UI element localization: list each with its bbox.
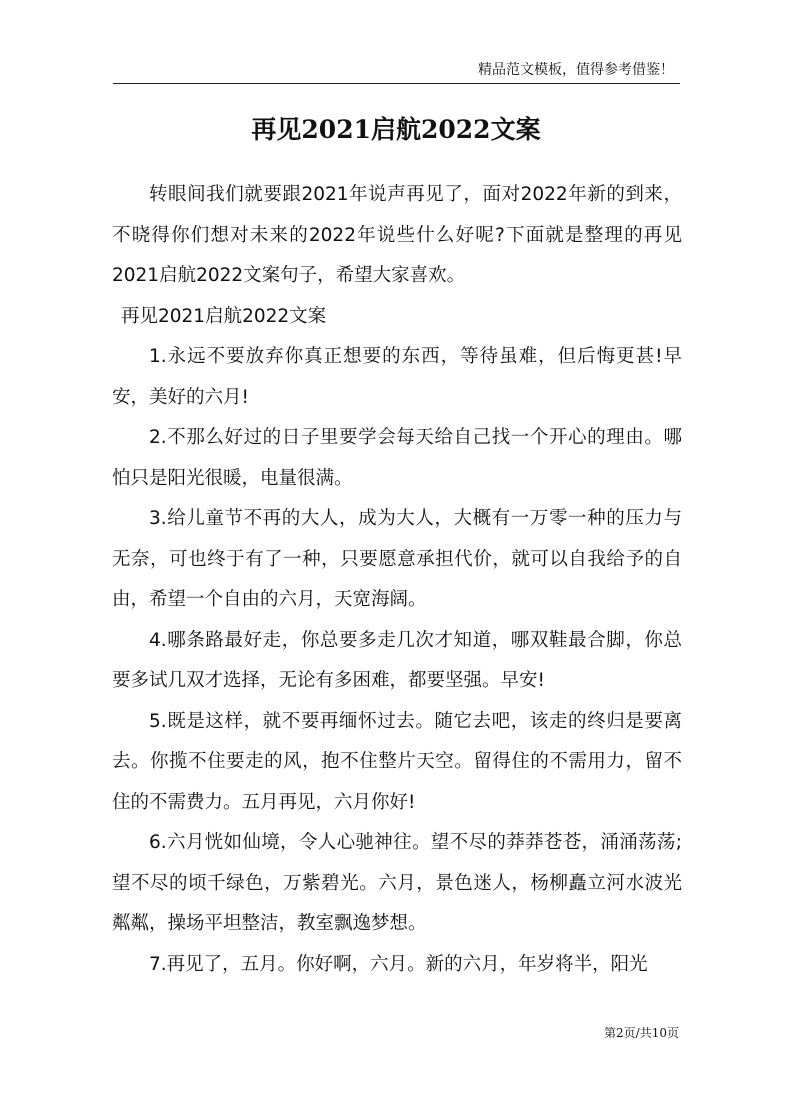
- list-item: 2.不那么好过的日子里要学会每天给自己找一个开心的理由。哪怕只是阳光很暖，电量很满。: [112, 427, 682, 489]
- section-subheading: 再见2021启航2022文案: [121, 305, 327, 327]
- list-item: 5.既是这样，就不要再缅怀过去。随它去吧，该走的终归是要离去。你揽不住要走的风，抱不住整片天空。留得住的不需用力，留不住的不需费力。五月再见，六月你好!: [112, 710, 682, 813]
- list-item: 6.六月恍如仙境，令人心驰神往。望不尽的莽莽苍苍，涌涌荡荡;望不尽的顷千绿色，万紫碧光。六月，景色迷人，杨柳矗立河水波光粼粼，操场平坦整洁，教室飘逸梦想。: [112, 832, 682, 934]
- list-item: 7.再见了，五月。你好啊，六月。新的六月，年岁将半，阳光: [149, 953, 648, 975]
- list-item: 4.哪条路最好走，你总要多走几次才知道，哪双鞋最合脚，你总要多试几双才选择，无论有多困难，都要坚强。早安!: [112, 629, 682, 691]
- intro-paragraph: 转眼间我们就要跟2021年说声再见了，面对2022年新的到来，不晓得你们想对未来的2022年说些什么好呢?下面就是整理的再见2021启航2022文案句子，希望大家喜欢。: [112, 184, 682, 286]
- document-body: [112, 175, 682, 985]
- list-item: 1.永远不要放弃你真正想要的东西，等待虽难，但后悔更甚!早安，美好的六月!: [112, 346, 682, 408]
- page-number: 第2页/共10页: [604, 1026, 679, 1040]
- header-note: 精品范文模板，值得参考借鉴！: [478, 62, 674, 78]
- header-divider: [113, 83, 680, 84]
- list-item: 3.给儿童节不再的大人，成为大人，大概有一万零一种的压力与无奈，可也终于有了一种，只要愿意承担代价，就可以自我给予的自由，希望一个自由的六月，天宽海阔。: [112, 508, 682, 610]
- document-title: 再见2021启航2022文案: [251, 115, 541, 144]
